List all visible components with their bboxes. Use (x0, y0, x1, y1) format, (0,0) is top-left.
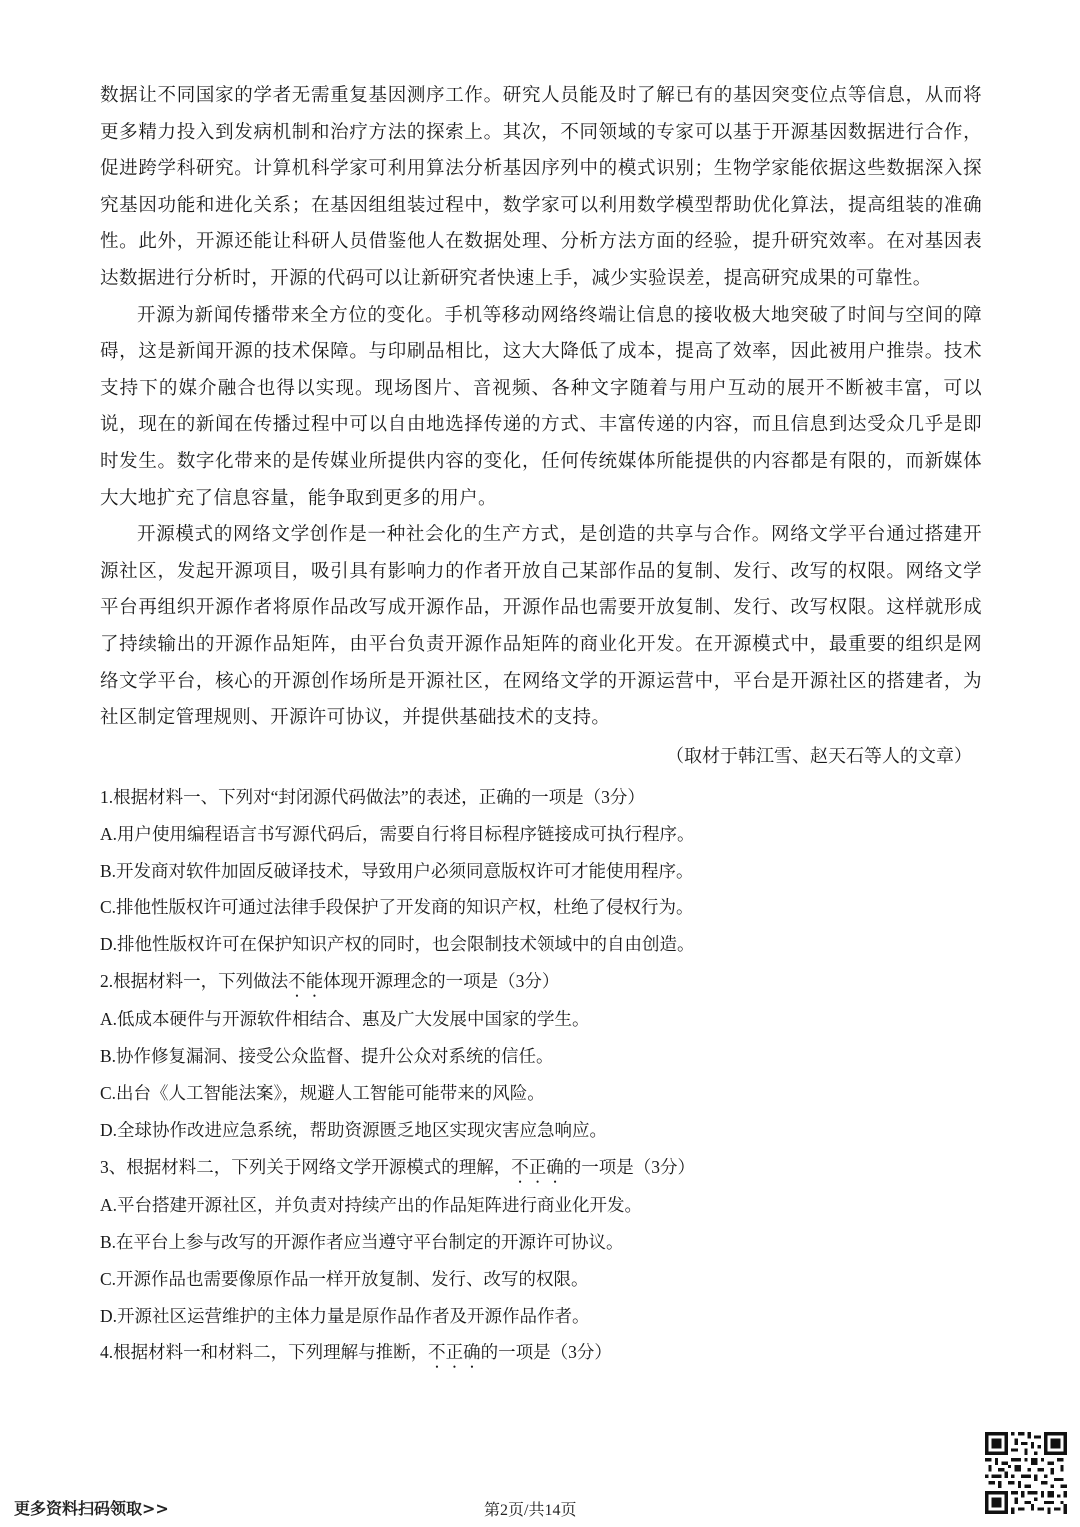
question-2-stem-before: 2.根据材料一，下列做法 (100, 971, 289, 992)
question-4-stem-after: 的一项是（3分） (480, 1342, 612, 1363)
page-number: 第2页/共14页 (484, 1502, 577, 1519)
question-4-stem (100, 1334, 982, 1372)
question-3-option-a: A.平台搭建开源社区，并负责对持续产出的作品矩阵进行商业化开发。 (100, 1194, 643, 1215)
question-2-option-d: D.全球协作改进应急系统，帮助资源匮乏地区实现灾害应急响应。 (100, 1119, 608, 1140)
question-1-option-c: C.排他性版权许可通过法律手段保护了开发商的知识产权，杜绝了侵权行为。 (100, 897, 694, 918)
paragraph-news: 开源为新闻传播带来全方位的变化。手机等移动网络终端让信息的接收极大地突破了时间与空间的障碍，这是新闻开源的技术保障。与印刷品相比，这大大降低了成本，提高了效率，因此被用户推崇。技术支持下的媒介融合也得以实现。现场图片、音视频、各种文字随着与用户互动的展开不断被丰富，可以说，现在的新闻在传播过程中可以自由地选择传递的方式、丰富传递的内容，而且信息到达受众几乎是即时发生。数字化带来的是传媒业所提供内容的变化，任何传统媒体所能提供的内容都是有限的，而新媒体大大地扩充了信息容量，能争取到更多的用户。 (100, 304, 982, 509)
question-2-emphasis: 不能 (288, 971, 324, 992)
question-1-option-a: A.用户使用编程语言书写源代码后，需要自行将目标程序链接成可执行程序。 (100, 823, 695, 844)
question-1-option-b: B.开发商对软件加固反破译技术，导致用户必须同意版权许可才能使用程序。 (100, 860, 694, 881)
question-list (100, 779, 982, 1373)
question-3-stem-before: 3、根据材料二，下列关于网络文学开源模式的理解， (100, 1156, 512, 1177)
question-1-stem: 1.根据材料一、下列对“封闭源代码做法”的表述，正确的一项是（3分） (100, 786, 645, 807)
question-2-option-c: C.出台《人工智能法案》，规避人工智能可能带来的风险。 (100, 1083, 545, 1104)
question-3-stem (100, 1149, 982, 1187)
question-3-option-d: D.开源社区运营维护的主体力量是原作品作者及开源作品作者。 (100, 1305, 590, 1326)
qr-code-icon[interactable] (985, 1432, 1067, 1514)
question-2-stem (100, 963, 982, 1001)
reading-passage (100, 78, 982, 1372)
question-2-stem-after: 体现开源理念的一项是（3分） (323, 971, 560, 992)
question-3-option-b: B.在平台上参与改写的开源作者应当遵守平台制定的开源许可协议。 (100, 1231, 624, 1252)
question-3-option-c: C.开源作品也需要像原作品一样开放复制、发行、改写的权限。 (100, 1268, 589, 1289)
paragraph-genomics: 数据让不同国家的学者无需重复基因测序工作。研究人员能及时了解已有的基因突变位点等信息，从而将更多精力投入到发病机制和治疗方法的探索上。其次，不同领域的专家可以基于开源基因数据进行合作，促进跨学科研究。计算机科学家可利用算法分析基因序列中的模式识别；生物学家能依据这些数据深入探究基因功能和进化关系；在基因组组装过程中，数学家可以利用数学模型帮助优化算法，提高组装的准确性。此外，开源还能让科研人员借鉴他人在数据处理、分析方法方面的经验，提升研究效率。在对基因表达数据进行分析时，开源的代码可以让新研究者快速上手，减少实验误差，提高研究成果的可靠性。 (100, 85, 982, 289)
question-2-option-b: B.协作修复漏洞、接受公众监督、提升公众对系统的信任。 (100, 1046, 554, 1067)
question-2-option-a: A.低成本硬件与开源软件相结合、惠及广大发展中国家的学生。 (100, 1009, 590, 1030)
source-attribution: （取材于韩江雪、赵天石等人的文章） (666, 745, 972, 767)
question-4-stem-before: 4.根据材料一和材料二，下列理解与推断， (100, 1342, 429, 1363)
footer-promo-text: 更多资料扫码领取>> (14, 1499, 169, 1518)
question-1-option-d: D.排他性版权许可在保护知识产权的同时，也会限制技术领域中的自由创造。 (100, 934, 695, 955)
question-3-emphasis: 不正确 (511, 1156, 564, 1177)
question-3-stem-after: 的一项是（3分） (563, 1156, 695, 1177)
question-4-emphasis: 不正确 (428, 1342, 481, 1363)
paragraph-web-literature: 开源模式的网络文学创作是一种社会化的生产方式，是创造的共享与合作。网络文学平台通过搭建开源社区，发起开源项目，吸引具有影响力的作者开放自己某部作品的复制、发行、改写的权限。网络文学平台再组织开源作者将原作品改写成开源作品，开源作品也需要开放复制、发行、改写权限。这样就形成了持续输出的开源作品矩阵，由平台负责开源作品矩阵的商业化开发。在开源模式中，最重要的组织是网络文学平台，核心的开源创作场所是开源社区，在网络文学的开源运营中，平台是开源社区的搭建者，为社区制定管理规则、开源许可协议，并提供基础技术的支持。 (100, 524, 982, 729)
